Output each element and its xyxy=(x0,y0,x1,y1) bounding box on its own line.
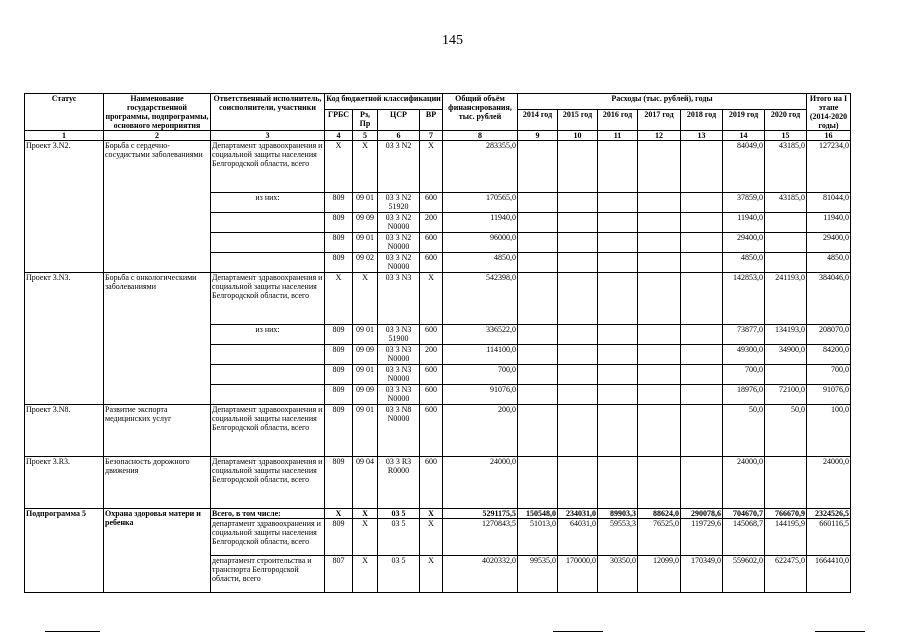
row-vr: 600 xyxy=(420,253,443,273)
row-year-value: 11940,0 xyxy=(723,213,765,233)
row-year-value: 145068,7 xyxy=(723,519,765,556)
row-executor: департамент здравоохранения и социальной защиты населения Белгородской области, всего xyxy=(211,519,325,556)
row-total-volume: 4020332,0 xyxy=(443,556,518,593)
row-stage-total: 100,0 xyxy=(807,405,851,457)
row-status: Проект 3.N2. xyxy=(25,141,104,273)
row-stage-total: 24000,0 xyxy=(807,457,851,509)
row-grbs: 809 xyxy=(325,385,353,405)
column-number: 5 xyxy=(353,131,378,141)
row-year-value xyxy=(518,345,558,365)
row-vr: 600 xyxy=(420,325,443,345)
row-year-value xyxy=(558,253,598,273)
row-year-value: 59553,3 xyxy=(598,519,638,556)
row-year-value xyxy=(558,385,598,405)
row-year-value: 29400,0 xyxy=(723,233,765,253)
row-grbs: 809 xyxy=(325,365,353,385)
row-total-volume: 114100,0 xyxy=(443,345,518,365)
row-year-value: 43185,0 xyxy=(765,193,807,213)
row-rzpr: Х xyxy=(353,556,378,593)
column-number: 8 xyxy=(443,131,518,141)
header-year: 2015 год xyxy=(558,109,598,130)
header-total-volume: Общий объём финансирования, тыс. рублей xyxy=(443,94,518,131)
row-year-value: 18976,0 xyxy=(723,385,765,405)
footer-rule xyxy=(815,631,865,632)
row-total-volume: 542398,0 xyxy=(443,273,518,325)
row-year-value: 119729,6 xyxy=(681,519,723,556)
row-grbs: 809 xyxy=(325,325,353,345)
header-year: 2017 год xyxy=(638,109,681,130)
row-stage-total: 384046,0 xyxy=(807,273,851,325)
row-name: Охрана здоровья матери и ребенка xyxy=(104,509,211,593)
row-grbs: 809 xyxy=(325,405,353,457)
row-grbs: 807 xyxy=(325,556,353,593)
row-year-value xyxy=(598,193,638,213)
row-year-value xyxy=(518,325,558,345)
row-year-value: 12099,0 xyxy=(638,556,681,593)
row-csr: 03 3 N2 N0000 xyxy=(378,213,420,233)
row-name: Развитие экспорта медицинских услуг xyxy=(104,405,211,457)
row-year-value xyxy=(558,233,598,253)
header-executor: Ответственный исполнитель, соисполнители, участники xyxy=(211,94,325,131)
row-year-value: 144195,9 xyxy=(765,519,807,556)
row-grbs: 809 xyxy=(325,457,353,509)
row-grbs: 809 xyxy=(325,345,353,365)
row-executor xyxy=(211,233,325,253)
row-csr: 03 3 N8 N0000 xyxy=(378,405,420,457)
row-year-value xyxy=(638,273,681,325)
row-year-value xyxy=(558,345,598,365)
header-year: 2019 год xyxy=(723,109,765,130)
row-year-value xyxy=(638,141,681,193)
column-number-row xyxy=(25,131,851,141)
row-year-value: 84049,0 xyxy=(723,141,765,193)
row-year-value xyxy=(598,273,638,325)
row-year-value xyxy=(598,253,638,273)
column-number: 2 xyxy=(104,131,211,141)
row-year-value xyxy=(681,233,723,253)
column-number: 11 xyxy=(598,131,638,141)
row-year-value xyxy=(681,193,723,213)
row-csr: 03 5 xyxy=(378,509,420,519)
row-grbs: 809 xyxy=(325,193,353,213)
row-status: Проект 3.N8. xyxy=(25,405,104,457)
row-rzpr: 09 01 xyxy=(353,365,378,385)
row-year-value: 24000,0 xyxy=(723,457,765,509)
page-number: 145 xyxy=(442,33,463,48)
row-grbs: Х xyxy=(325,509,353,519)
row-stage-total: 91076,0 xyxy=(807,385,851,405)
header-status: Статус xyxy=(25,94,104,131)
row-year-value xyxy=(558,213,598,233)
row-year-value xyxy=(638,193,681,213)
row-executor: Департамент здравоохранения и социальной защиты населения Белгородской области, всего xyxy=(211,405,325,457)
row-year-value xyxy=(558,325,598,345)
row-executor: из них: xyxy=(211,193,325,213)
row-year-value: 30350,0 xyxy=(598,556,638,593)
row-year-value xyxy=(681,253,723,273)
row-csr: 03 3 N3 xyxy=(378,273,420,325)
row-year-value: 89903,3 xyxy=(598,509,638,519)
row-year-value xyxy=(681,213,723,233)
row-rzpr: 09 01 xyxy=(353,193,378,213)
row-year-value xyxy=(638,345,681,365)
row-year-value: 49300,0 xyxy=(723,345,765,365)
row-stage-total: 127234,0 xyxy=(807,141,851,193)
row-year-value xyxy=(518,365,558,385)
row-csr: 03 3 N3 N0000 xyxy=(378,385,420,405)
row-csr: 03 5 xyxy=(378,519,420,556)
column-number: 4 xyxy=(325,131,353,141)
row-stage-total: 208070,0 xyxy=(807,325,851,345)
row-name: Борьба с сердечно-сосудистыми заболеваниями xyxy=(104,141,211,273)
row-vr: 200 xyxy=(420,213,443,233)
row-year-value: 34900,0 xyxy=(765,345,807,365)
row-total-volume: 336522,0 xyxy=(443,325,518,345)
row-year-value xyxy=(518,253,558,273)
row-year-value xyxy=(681,141,723,193)
row-year-value xyxy=(598,213,638,233)
row-total-volume: 200,0 xyxy=(443,405,518,457)
row-year-value xyxy=(518,273,558,325)
row-rzpr: Х xyxy=(353,519,378,556)
row-rzpr: Х xyxy=(353,509,378,519)
row-year-value: 170000,0 xyxy=(558,556,598,593)
row-year-value: 704670,7 xyxy=(723,509,765,519)
row-year-value: 234031,0 xyxy=(558,509,598,519)
row-executor: Департамент здравоохранения и социальной защиты населения Белгородской области, всего xyxy=(211,141,325,193)
row-year-value xyxy=(681,345,723,365)
row-year-value xyxy=(681,405,723,457)
column-number: 9 xyxy=(518,131,558,141)
row-grbs: 809 xyxy=(325,213,353,233)
row-total-volume: 5291175,5 xyxy=(443,509,518,519)
row-vr: Х xyxy=(420,509,443,519)
row-total-volume: 96000,0 xyxy=(443,233,518,253)
row-year-value xyxy=(558,273,598,325)
row-stage-total: 4850,0 xyxy=(807,253,851,273)
row-year-value: 170349,0 xyxy=(681,556,723,593)
row-year-value xyxy=(598,325,638,345)
row-year-value xyxy=(558,193,598,213)
row-year-value xyxy=(598,233,638,253)
row-year-value xyxy=(681,273,723,325)
row-year-value xyxy=(638,405,681,457)
header-name: Наименование государственной программы, подпрограммы, основного мероприятия xyxy=(105,94,209,130)
row-year-value xyxy=(638,457,681,509)
row-rzpr: 09 02 xyxy=(353,253,378,273)
table-row xyxy=(25,141,851,193)
column-number: 12 xyxy=(638,131,681,141)
row-vr: Х xyxy=(420,519,443,556)
row-stage-total: 660116,5 xyxy=(807,519,851,556)
row-rzpr: 09 01 xyxy=(353,325,378,345)
row-stage-total: 11940,0 xyxy=(807,213,851,233)
row-year-value xyxy=(558,365,598,385)
row-csr: 03 3 N3 N0000 xyxy=(378,345,420,365)
table-body xyxy=(25,141,851,593)
row-year-value: 37859,0 xyxy=(723,193,765,213)
header-csr: ЦСР xyxy=(378,109,420,130)
column-number: 16 xyxy=(807,131,851,141)
row-year-value xyxy=(598,405,638,457)
row-rzpr: Х xyxy=(353,141,378,193)
header-budget-code: Код бюджетной классификации xyxy=(325,94,443,110)
row-executor: Департамент здравоохранения и социальной защиты населения Белгородской области, всего xyxy=(211,273,325,325)
row-year-value xyxy=(598,385,638,405)
row-grbs: 809 xyxy=(325,253,353,273)
row-stage-total: 84200,0 xyxy=(807,345,851,365)
row-year-value xyxy=(518,385,558,405)
row-csr: 03 3 N2 51920 xyxy=(378,193,420,213)
row-year-value xyxy=(765,233,807,253)
row-year-value: 290078,6 xyxy=(681,509,723,519)
row-year-value xyxy=(681,457,723,509)
row-vr: 600 xyxy=(420,405,443,457)
row-year-value xyxy=(558,457,598,509)
header-year: 2018 год xyxy=(681,109,723,130)
row-csr: 03 3 N3 N0000 xyxy=(378,365,420,385)
row-rzpr: 09 09 xyxy=(353,385,378,405)
row-stage-total: 700,0 xyxy=(807,365,851,385)
column-number: 15 xyxy=(765,131,807,141)
column-number: 7 xyxy=(420,131,443,141)
row-year-value: 50,0 xyxy=(723,405,765,457)
row-executor: Всего, в том числе: xyxy=(211,509,325,519)
row-csr: 03 3 R3 R0000 xyxy=(378,457,420,509)
table-row xyxy=(25,509,851,519)
header-year: 2014 год xyxy=(518,109,558,130)
table-row xyxy=(25,457,851,509)
row-year-value xyxy=(638,233,681,253)
row-stage-total: 81044,0 xyxy=(807,193,851,213)
row-total-volume: 11940,0 xyxy=(443,213,518,233)
header-year: 2016 год xyxy=(598,109,638,130)
row-year-value: 700,0 xyxy=(723,365,765,385)
row-vr: Х xyxy=(420,141,443,193)
row-stage-total: 29400,0 xyxy=(807,233,851,253)
footer-rule xyxy=(45,631,100,632)
header-grbs: ГРБС xyxy=(325,109,353,130)
row-year-value xyxy=(518,141,558,193)
row-year-value xyxy=(518,193,558,213)
row-year-value xyxy=(558,405,598,457)
row-total-volume: 170565,0 xyxy=(443,193,518,213)
table-row xyxy=(25,273,851,325)
row-grbs: Х xyxy=(325,141,353,193)
row-rzpr: 09 09 xyxy=(353,213,378,233)
header-vr: ВР xyxy=(420,109,443,130)
row-csr: 03 3 N3 51900 xyxy=(378,325,420,345)
row-vr: 600 xyxy=(420,365,443,385)
row-year-value xyxy=(598,457,638,509)
footer-rule xyxy=(553,631,603,632)
header-year: 2020 год xyxy=(765,109,807,130)
row-year-value: 241193,0 xyxy=(765,273,807,325)
row-csr: 03 3 N2 N0000 xyxy=(378,233,420,253)
row-year-value xyxy=(638,365,681,385)
row-executor xyxy=(211,253,325,273)
row-rzpr: Х xyxy=(353,273,378,325)
row-rzpr: 09 09 xyxy=(353,345,378,365)
row-year-value xyxy=(765,365,807,385)
row-year-value: 88624,0 xyxy=(638,509,681,519)
row-name: Борьба с онкологическими заболеваниями xyxy=(104,273,211,405)
row-vr: Х xyxy=(420,273,443,325)
row-year-value: 142853,0 xyxy=(723,273,765,325)
row-status: Подпрограмма 5 xyxy=(25,509,104,593)
budget-table xyxy=(24,93,851,593)
row-year-value: 99535,0 xyxy=(518,556,558,593)
row-executor xyxy=(211,213,325,233)
row-total-volume: 700,0 xyxy=(443,365,518,385)
row-executor: из них: xyxy=(211,325,325,345)
row-year-value xyxy=(518,213,558,233)
row-year-value xyxy=(598,345,638,365)
row-year-value: 72100,0 xyxy=(765,385,807,405)
row-year-value: 622475,0 xyxy=(765,556,807,593)
row-total-volume: 4850,0 xyxy=(443,253,518,273)
row-vr: 200 xyxy=(420,345,443,365)
row-executor xyxy=(211,345,325,365)
row-year-value: 43185,0 xyxy=(765,141,807,193)
row-vr: 600 xyxy=(420,457,443,509)
row-executor: Департамент здравоохранения и социальной защиты населения Белгородской области, всего xyxy=(211,457,325,509)
row-year-value: 51013,0 xyxy=(518,519,558,556)
row-executor: департамент строительства и транспорта Белгородской области, всего xyxy=(211,556,325,593)
row-year-value xyxy=(681,385,723,405)
row-year-value xyxy=(598,141,638,193)
column-number: 13 xyxy=(681,131,723,141)
row-vr: 600 xyxy=(420,193,443,213)
column-number: 6 xyxy=(378,131,420,141)
row-grbs: 809 xyxy=(325,233,353,253)
row-year-value: 150548,0 xyxy=(518,509,558,519)
row-rzpr: 09 04 xyxy=(353,457,378,509)
row-csr: 03 5 xyxy=(378,556,420,593)
row-year-value xyxy=(765,457,807,509)
row-year-value xyxy=(681,325,723,345)
row-total-volume: 283355,0 xyxy=(443,141,518,193)
row-year-value xyxy=(765,253,807,273)
row-year-value xyxy=(518,457,558,509)
header-expenses: Расходы (тыс. рублей), годы xyxy=(518,94,807,110)
row-total-volume: 24000,0 xyxy=(443,457,518,509)
row-year-value: 76525,0 xyxy=(638,519,681,556)
row-year-value xyxy=(598,365,638,385)
row-year-value xyxy=(518,233,558,253)
row-csr: 03 3 N2 N0000 xyxy=(378,253,420,273)
row-csr: 03 3 N2 xyxy=(378,141,420,193)
row-year-value xyxy=(765,213,807,233)
column-number: 3 xyxy=(211,131,325,141)
row-total-volume: 1270843,5 xyxy=(443,519,518,556)
row-year-value xyxy=(638,253,681,273)
row-year-value: 73877,0 xyxy=(723,325,765,345)
row-total-volume: 91076,0 xyxy=(443,385,518,405)
row-vr: 600 xyxy=(420,385,443,405)
table-row xyxy=(25,405,851,457)
row-year-value: 50,0 xyxy=(765,405,807,457)
column-number: 1 xyxy=(25,131,104,141)
row-year-value xyxy=(638,325,681,345)
row-year-value: 4850,0 xyxy=(723,253,765,273)
row-rzpr: 09 01 xyxy=(353,233,378,253)
row-executor xyxy=(211,385,325,405)
row-year-value: 559602,0 xyxy=(723,556,765,593)
row-year-value xyxy=(518,405,558,457)
row-year-value xyxy=(681,365,723,385)
row-rzpr: 09 01 xyxy=(353,405,378,457)
row-year-value xyxy=(638,213,681,233)
row-year-value xyxy=(558,141,598,193)
row-status: Проект 3.R3. xyxy=(25,457,104,509)
row-grbs: Х xyxy=(325,273,353,325)
column-number: 14 xyxy=(723,131,765,141)
row-year-value xyxy=(638,385,681,405)
header-rzpr: Рз, Пр xyxy=(353,109,378,130)
row-stage-total: 2324526,5 xyxy=(807,509,851,519)
header-total-stage: Итого на I этапе (2014-2020 годы) xyxy=(807,94,851,131)
row-vr: 600 xyxy=(420,233,443,253)
column-number: 10 xyxy=(558,131,598,141)
row-vr: Х xyxy=(420,556,443,593)
row-year-value: 134193,0 xyxy=(765,325,807,345)
row-status: Проект 3.N3. xyxy=(25,273,104,405)
row-grbs: 809 xyxy=(325,519,353,556)
row-year-value: 64031,0 xyxy=(558,519,598,556)
row-year-value: 766670,9 xyxy=(765,509,807,519)
row-name: Безопасность дорожного движения xyxy=(104,457,211,509)
row-stage-total: 1664410,0 xyxy=(807,556,851,593)
row-executor xyxy=(211,365,325,385)
